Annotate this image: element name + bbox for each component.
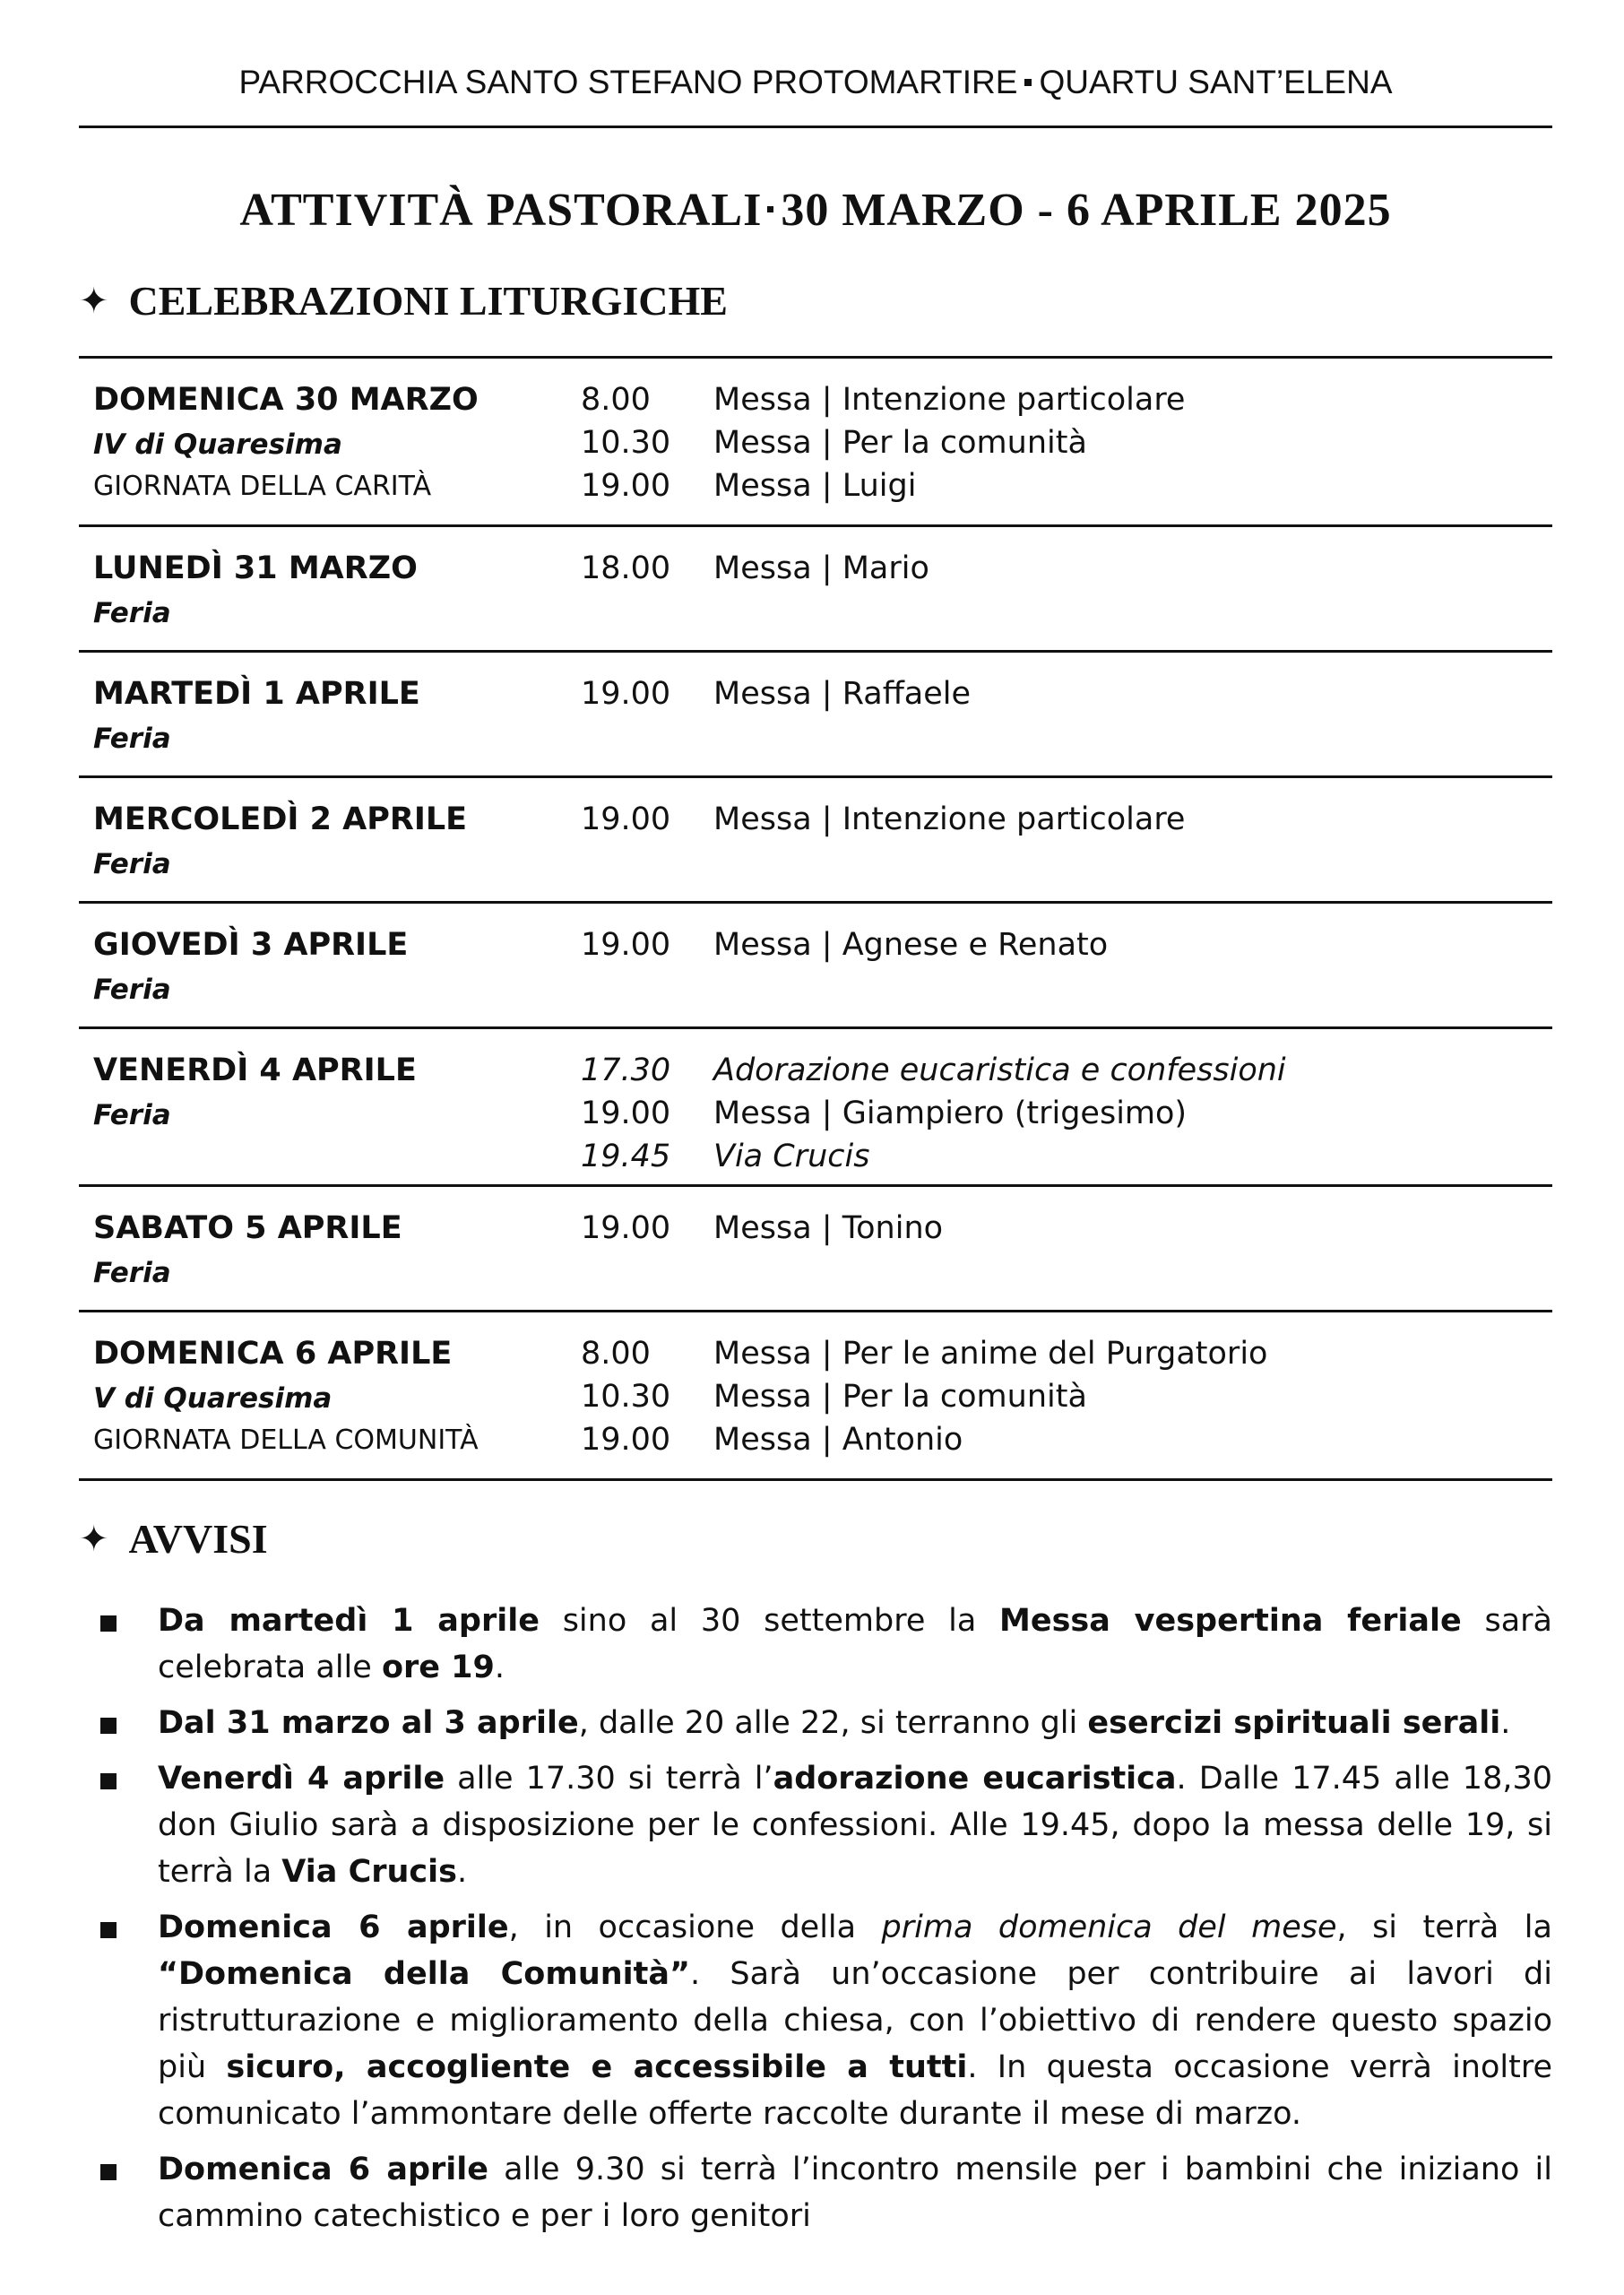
notice-text: sino al 30 settembre la xyxy=(539,1603,1000,1639)
notice-item xyxy=(79,1700,1552,1746)
notice-text: . Dalle 17.45 alle 18,30 don Giulio sarà a disposizione per le confessioni. Alle 19.45, dopo la messa delle 19, si terrà la xyxy=(158,1761,1553,1890)
event-description: Messa | Per la comunità xyxy=(713,425,1087,461)
page-title xyxy=(79,184,1552,238)
liturgical-day: Feria xyxy=(93,974,171,1006)
section-notices-heading xyxy=(79,1515,1552,1563)
notice-highlight: Da martedì 1 aprile xyxy=(158,1603,540,1639)
event-item xyxy=(581,1207,1552,1250)
liturgical-day: Feria xyxy=(93,1099,171,1131)
event-time: 19.00 xyxy=(581,927,671,963)
events-list xyxy=(581,1332,1552,1478)
square-bullet-icon xyxy=(100,1922,117,1938)
title-dates: 30 MARZO - 6 APRILE 2025 xyxy=(781,185,1392,236)
notice-item xyxy=(79,1755,1552,1895)
liturgical-day: V di Quaresima xyxy=(93,1382,333,1415)
day-info xyxy=(79,1207,581,1310)
notice-text: alle 9.30 si terrà l’incontro mensile per i bambini che iniziano il cammino catechistico e per i loro genitori xyxy=(158,2152,1552,2234)
day-name: LUNEDÌ 31 MARZO xyxy=(93,550,418,586)
schedule-row xyxy=(79,778,1552,904)
star-icon: ✦ xyxy=(79,1519,109,1560)
events-list xyxy=(581,923,1552,1026)
event-description: Via Crucis xyxy=(713,1139,870,1174)
event-description: Messa | Luigi xyxy=(713,468,917,504)
notice-text: sarà celebrata alle xyxy=(158,1603,1552,1685)
event-time: 19.00 xyxy=(581,801,671,837)
liturgical-day: Feria xyxy=(93,848,171,880)
day-name: MARTEDÌ 1 APRILE xyxy=(93,676,420,712)
day-info xyxy=(79,923,581,1026)
day-name: DOMENICA 6 APRILE xyxy=(93,1336,453,1372)
parish-header xyxy=(79,63,1552,102)
notice-highlight: Domenica 6 aprile xyxy=(158,1910,509,1945)
events-list xyxy=(581,547,1552,650)
schedule-row xyxy=(79,653,1552,778)
day-info xyxy=(79,378,581,524)
events-list xyxy=(581,1207,1552,1310)
square-bullet-icon xyxy=(100,1615,117,1632)
day-name: MERCOLEDÌ 2 APRILE xyxy=(93,801,468,837)
event-item xyxy=(581,1375,1552,1418)
notice-highlight: ore 19 xyxy=(381,1650,495,1685)
separator-dot xyxy=(767,206,773,212)
schedule-row xyxy=(79,359,1552,527)
notice-text: . In questa occasione verrà inoltre comunicato l’ammontare delle offerte raccolte durante il mese di marzo. xyxy=(158,2049,1552,2132)
separator-dot xyxy=(1024,79,1032,86)
day-info xyxy=(79,798,581,901)
event-time: 17.30 xyxy=(581,1052,671,1088)
schedule-row xyxy=(79,527,1552,653)
event-time: 8.00 xyxy=(581,382,651,418)
schedule-row xyxy=(79,1029,1552,1187)
event-time: 19.00 xyxy=(581,1096,671,1131)
event-description: Messa | Intenzione particolare xyxy=(713,801,1186,837)
day-name: SABATO 5 APRILE xyxy=(93,1210,402,1246)
event-item xyxy=(581,1135,1552,1178)
event-item xyxy=(581,421,1552,464)
notice-text: prima domenica del mese xyxy=(881,1910,1337,1945)
notice-text: , in occasione della xyxy=(508,1910,882,1945)
day-note: GIORNATA DELLA COMUNITÀ xyxy=(93,1425,479,1456)
events-list xyxy=(581,1049,1552,1184)
liturgical-day: Feria xyxy=(93,723,171,755)
event-item xyxy=(581,1332,1552,1375)
notice-text: , si terrà la xyxy=(1336,1910,1552,1945)
day-info xyxy=(79,672,581,775)
star-icon: ✦ xyxy=(79,281,109,322)
schedule-row xyxy=(79,1187,1552,1312)
notice-highlight: “Domenica della Comunità” xyxy=(158,1956,691,1992)
notice-text: . xyxy=(1500,1705,1511,1741)
event-description: Messa | Tonino xyxy=(713,1210,944,1246)
liturgical-day: Feria xyxy=(93,1257,171,1289)
notice-item xyxy=(79,1904,1552,2137)
events-list xyxy=(581,672,1552,775)
events-list xyxy=(581,378,1552,524)
notice-highlight: adorazione eucaristica xyxy=(773,1761,1177,1797)
bulletin-page xyxy=(79,0,1552,2248)
square-bullet-icon xyxy=(100,2164,117,2180)
event-item xyxy=(581,464,1552,507)
day-name: GIOVEDÌ 3 APRILE xyxy=(93,927,409,963)
notice-highlight: Dal 31 marzo al 3 aprile xyxy=(158,1705,579,1741)
notice-highlight: esercizi spirituali serali xyxy=(1087,1705,1501,1741)
header-divider xyxy=(79,126,1552,128)
day-info xyxy=(79,1049,581,1184)
schedule-row xyxy=(79,904,1552,1029)
events-list xyxy=(581,798,1552,901)
notice-highlight: Via Crucis xyxy=(281,1854,458,1890)
section-notices-title: AVVISI xyxy=(128,1516,268,1562)
event-time: 10.30 xyxy=(581,425,671,461)
notice-highlight: Venerdì 4 aprile xyxy=(158,1761,445,1797)
notice-item xyxy=(79,1598,1552,1691)
notice-item xyxy=(79,2146,1552,2239)
notice-highlight: sicuro, accogliente e accessibile a tutti xyxy=(226,2049,968,2085)
event-time: 19.00 xyxy=(581,676,671,712)
event-time: 19.00 xyxy=(581,468,671,504)
notice-text: alle 17.30 si terrà l’ xyxy=(445,1761,773,1797)
notice-text: . xyxy=(494,1650,505,1685)
event-description: Messa | Agnese e Renato xyxy=(713,927,1109,963)
liturgical-day: Feria xyxy=(93,597,171,629)
parish-name: PARROCCHIA SANTO STEFANO PROTOMARTIRE xyxy=(238,64,1018,100)
event-time: 19.00 xyxy=(581,1210,671,1246)
event-item xyxy=(581,547,1552,590)
event-description: Messa | Giampiero (trigesimo) xyxy=(713,1096,1188,1131)
event-time: 10.30 xyxy=(581,1379,671,1415)
event-item xyxy=(581,1092,1552,1135)
event-time: 18.00 xyxy=(581,550,671,586)
event-item xyxy=(581,923,1552,966)
event-description: Adorazione eucaristica e confessioni xyxy=(713,1052,1286,1088)
event-item xyxy=(581,798,1552,841)
notices-list xyxy=(79,1598,1552,2239)
event-description: Messa | Antonio xyxy=(713,1422,963,1458)
event-item xyxy=(581,672,1552,715)
title-activities: ATTIVITÀ PASTORALI xyxy=(239,185,763,236)
day-name: DOMENICA 30 MARZO xyxy=(93,382,479,418)
event-description: Messa | Intenzione particolare xyxy=(713,382,1186,418)
event-description: Messa | Per la comunità xyxy=(713,1379,1087,1415)
day-note: GIORNATA DELLA CARITÀ xyxy=(93,471,432,502)
day-info xyxy=(79,547,581,650)
notice-text: , dalle 20 alle 22, si terranno gli xyxy=(578,1705,1088,1741)
schedule-row xyxy=(79,1312,1552,1481)
square-bullet-icon xyxy=(100,1718,117,1734)
event-description: Messa | Per le anime del Purgatorio xyxy=(713,1336,1268,1372)
day-info xyxy=(79,1332,581,1478)
notice-highlight: Messa vespertina feriale xyxy=(999,1603,1462,1639)
notice-text: . xyxy=(457,1854,468,1890)
event-time: 19.45 xyxy=(581,1139,671,1174)
section-liturgy-title: CELEBRAZIONI LITURGICHE xyxy=(128,278,728,324)
section-liturgy-heading xyxy=(79,277,1552,325)
event-description: Messa | Raffaele xyxy=(713,676,972,712)
notice-text: . Sarà un’occasione per contribuire ai lavori di ristrutturazione e miglioramento della chiesa, con l’obiettivo di rendere questo spazio più xyxy=(158,1956,1552,2085)
event-item xyxy=(581,1049,1552,1092)
schedule-table xyxy=(79,356,1552,1481)
event-time: 8.00 xyxy=(581,1336,651,1372)
event-time: 19.00 xyxy=(581,1422,671,1458)
event-item xyxy=(581,378,1552,421)
day-name: VENERDÌ 4 APRILE xyxy=(93,1052,417,1088)
notice-highlight: Domenica 6 aprile xyxy=(158,2152,489,2187)
liturgical-day: IV di Quaresima xyxy=(93,429,342,461)
event-item xyxy=(581,1418,1552,1461)
event-description: Messa | Mario xyxy=(713,550,929,586)
parish-town: QUARTU SANT’ELENA xyxy=(1039,64,1393,100)
square-bullet-icon xyxy=(100,1773,117,1789)
